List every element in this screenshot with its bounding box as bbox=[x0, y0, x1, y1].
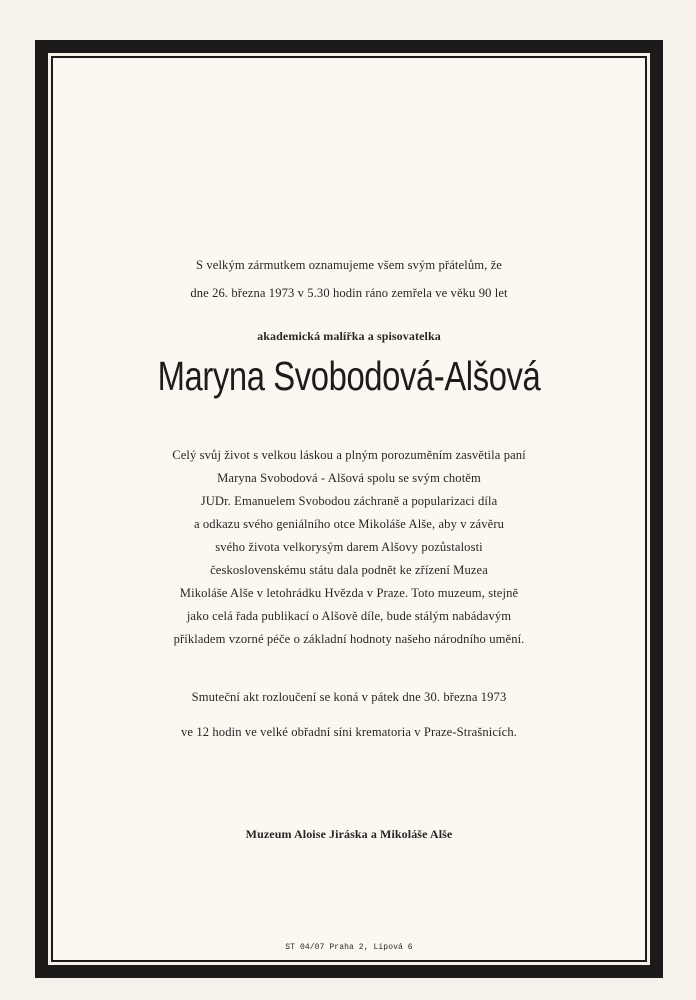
intro-line-1: S velkým zármutkem oznamujeme všem svým přátelům, že bbox=[196, 258, 502, 272]
mourning-border-inner bbox=[51, 56, 647, 962]
ceremony-line-2: ve 12 hodin ve velké obřadní síni krematoria v Praze-Strašnicích. bbox=[181, 725, 517, 739]
body-line-6: československému státu dala podnět ke zřízení Muzea bbox=[210, 563, 488, 577]
body-line-2: Maryna Svobodová - Alšová spolu se svým chotěm bbox=[217, 471, 481, 485]
intro-line-2: dne 26. března 1973 v 5.30 hodin ráno zemřela ve věku 90 let bbox=[190, 286, 508, 300]
body-line-7: Mikoláše Alše v letohrádku Hvězda v Praze. Toto muzeum, stejně bbox=[179, 586, 519, 600]
body-line-3: JUDr. Emanuelem Svobodou záchraně a popularizaci díla bbox=[200, 494, 498, 508]
profession-line: akademická malířka a spisovatelka bbox=[257, 329, 441, 343]
printer-imprint: ST 04/07 Praha 2, Lipová 6 bbox=[285, 943, 413, 952]
body-line-8: jako celá řada publikací o Alšově díle, bude stálým nabádavým bbox=[186, 609, 512, 623]
deceased-name: Maryna Svobodová-Alšová bbox=[157, 353, 541, 399]
publisher-line: Muzeum Aloise Jiráska a Mikoláše Alše bbox=[245, 827, 453, 841]
ceremony-line-1: Smuteční akt rozloučení se koná v pátek dne 30. března 1973 bbox=[191, 690, 507, 704]
body-line-1: Celý svůj život s velkou láskou a plným porozuměním zasvětila paní bbox=[172, 448, 526, 462]
body-line-9: příkladem vzorné péče o základní hodnoty našeho národního umění. bbox=[173, 632, 525, 646]
body-line-5: svého života velkorysým darem Alšovy pozůstalosti bbox=[215, 540, 483, 554]
mourning-border-outer bbox=[35, 40, 663, 978]
body-line-4: a odkazu svého geniálního otce Mikoláše Alše, aby v závěru bbox=[193, 517, 505, 531]
